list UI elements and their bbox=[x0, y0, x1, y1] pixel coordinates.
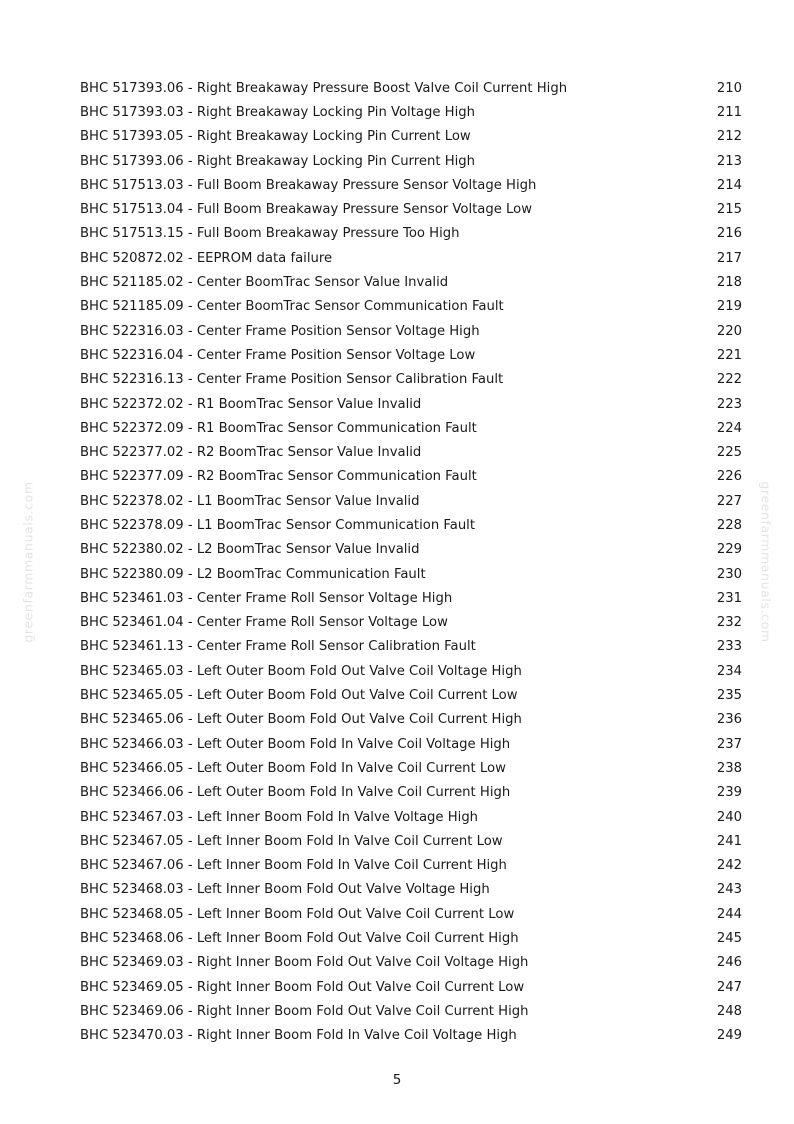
toc-entry-title: BHC 520872.02 - EEPROM data failure bbox=[80, 250, 333, 266]
toc-entry-page: 226 bbox=[716, 469, 742, 485]
toc-entry-title: BHC 523465.06 - Left Outer Boom Fold Out Valve Coil Current High bbox=[80, 712, 522, 728]
toc-entry-page: 223 bbox=[716, 396, 742, 412]
toc-entry-page: 213 bbox=[716, 153, 742, 169]
toc-entry[interactable] bbox=[80, 125, 742, 149]
toc-entry-title: BHC 523469.06 - Right Inner Boom Fold Out Valve Coil Current High bbox=[80, 1003, 529, 1019]
toc-entry[interactable] bbox=[80, 732, 742, 756]
toc-entry-page: 241 bbox=[716, 833, 742, 849]
toc-entry-page: 236 bbox=[716, 712, 742, 728]
toc-entry-title: BHC 522316.13 - Center Frame Position Sensor Calibration Fault bbox=[80, 372, 504, 388]
toc-entry[interactable] bbox=[80, 465, 742, 489]
toc-entry-page: 217 bbox=[716, 250, 742, 266]
toc-entry-page: 216 bbox=[716, 226, 742, 242]
toc-entry-title: BHC 522377.09 - R2 BoomTrac Sensor Communication Fault bbox=[80, 469, 477, 485]
toc-entry-page: 212 bbox=[716, 129, 742, 145]
toc-entry-title: BHC 523467.03 - Left Inner Boom Fold In Valve Voltage High bbox=[80, 809, 479, 825]
toc-entry-page: 215 bbox=[716, 202, 742, 218]
toc-entry-page: 248 bbox=[716, 1003, 742, 1019]
toc-entry[interactable] bbox=[80, 440, 742, 464]
toc-entry-page: 224 bbox=[716, 420, 742, 436]
toc-entry-title: BHC 523467.06 - Left Inner Boom Fold In Valve Coil Current High bbox=[80, 858, 507, 874]
toc-entry-title: BHC 523468.05 - Left Inner Boom Fold Out Valve Coil Current Low bbox=[80, 906, 515, 922]
toc-entry-title: BHC 523466.03 - Left Outer Boom Fold In Valve Coil Voltage High bbox=[80, 736, 511, 752]
toc-entry[interactable] bbox=[80, 368, 742, 392]
toc-entry-title: BHC 523468.06 - Left Inner Boom Fold Out Valve Coil Current High bbox=[80, 931, 519, 947]
toc-entry-page: 234 bbox=[716, 663, 742, 679]
toc-entry[interactable] bbox=[80, 295, 742, 319]
toc-entry[interactable] bbox=[80, 708, 742, 732]
toc-entry-title: BHC 522372.09 - R1 BoomTrac Sensor Communication Fault bbox=[80, 420, 477, 436]
toc-entry-page: 242 bbox=[716, 858, 742, 874]
toc-entry-title: BHC 523461.04 - Center Frame Roll Sensor Voltage Low bbox=[80, 615, 448, 631]
toc-entry[interactable] bbox=[80, 513, 742, 537]
toc-entry[interactable] bbox=[80, 902, 742, 926]
toc-entry[interactable] bbox=[80, 951, 742, 975]
toc-entry[interactable] bbox=[80, 781, 742, 805]
toc-entry-title: BHC 517393.06 - Right Breakaway Locking Pin Current High bbox=[80, 153, 476, 169]
toc-entry-title: BHC 523468.03 - Left Inner Boom Fold Out Valve Voltage High bbox=[80, 882, 490, 898]
toc-entry-title: BHC 523461.13 - Center Frame Roll Sensor Calibration Fault bbox=[80, 639, 476, 655]
toc-entry[interactable] bbox=[80, 829, 742, 853]
toc-entry[interactable] bbox=[80, 635, 742, 659]
toc-entry-title: BHC 523467.05 - Left Inner Boom Fold In Valve Coil Current Low bbox=[80, 833, 503, 849]
toc-entry[interactable] bbox=[80, 878, 742, 902]
toc-entry-title: BHC 523466.06 - Left Outer Boom Fold In Valve Coil Current High bbox=[80, 785, 511, 801]
toc-entry-page: 218 bbox=[716, 275, 742, 291]
toc-entry-page: 220 bbox=[716, 323, 742, 339]
toc-entry[interactable] bbox=[80, 343, 742, 367]
toc-entry[interactable] bbox=[80, 489, 742, 513]
toc-entry-page: 214 bbox=[716, 177, 742, 193]
toc-entry-page: 222 bbox=[716, 372, 742, 388]
toc-entry[interactable] bbox=[80, 319, 742, 343]
toc-entry[interactable] bbox=[80, 659, 742, 683]
toc-entry-title: BHC 523466.05 - Left Outer Boom Fold In Valve Coil Current Low bbox=[80, 760, 506, 776]
toc-entry[interactable] bbox=[80, 416, 742, 440]
toc-entry-page: 247 bbox=[716, 979, 742, 995]
toc-entry[interactable] bbox=[80, 270, 742, 294]
toc-entry-page: 244 bbox=[716, 906, 742, 922]
toc-entry-title: BHC 517393.06 - Right Breakaway Pressure Boost Valve Coil Current High bbox=[80, 80, 568, 96]
toc-entry-page: 238 bbox=[716, 760, 742, 776]
toc-entry-title: BHC 517393.05 - Right Breakaway Locking Pin Current Low bbox=[80, 129, 471, 145]
toc-entry-page: 243 bbox=[716, 882, 742, 898]
toc-entry-title: BHC 522372.02 - R1 BoomTrac Sensor Value Invalid bbox=[80, 396, 422, 412]
toc-entry[interactable] bbox=[80, 246, 742, 270]
toc-entry-title: BHC 522316.03 - Center Frame Position Sensor Voltage High bbox=[80, 323, 480, 339]
toc-entry-page: 249 bbox=[716, 1028, 742, 1044]
toc-entry[interactable] bbox=[80, 562, 742, 586]
toc-entry-page: 221 bbox=[716, 347, 742, 363]
toc-entry-title: BHC 522378.09 - L1 BoomTrac Sensor Communication Fault bbox=[80, 517, 476, 533]
toc-entry[interactable] bbox=[80, 854, 742, 878]
toc-entry[interactable] bbox=[80, 586, 742, 610]
watermark-right: greenfarmmanuals.com bbox=[758, 481, 774, 643]
toc-entry[interactable] bbox=[80, 149, 742, 173]
toc-entry-title: BHC 517513.03 - Full Boom Breakaway Pressure Sensor Voltage High bbox=[80, 177, 537, 193]
toc-entry[interactable] bbox=[80, 76, 742, 100]
toc-entry-title: BHC 523465.03 - Left Outer Boom Fold Out Valve Coil Voltage High bbox=[80, 663, 522, 679]
toc-entry-title: BHC 523461.03 - Center Frame Roll Sensor Voltage High bbox=[80, 590, 453, 606]
toc-entry-page: 245 bbox=[716, 931, 742, 947]
toc-entry-page: 210 bbox=[716, 80, 742, 96]
toc-entry[interactable] bbox=[80, 222, 742, 246]
toc-entry[interactable] bbox=[80, 197, 742, 221]
toc-entry-page: 230 bbox=[716, 566, 742, 582]
toc-entry-title: BHC 522316.04 - Center Frame Position Sensor Voltage Low bbox=[80, 347, 476, 363]
toc-entry-title: BHC 517513.04 - Full Boom Breakaway Pressure Sensor Voltage Low bbox=[80, 202, 533, 218]
toc-entry[interactable] bbox=[80, 100, 742, 124]
toc-entry-title: BHC 521185.02 - Center BoomTrac Sensor Value Invalid bbox=[80, 275, 449, 291]
toc-entry-title: BHC 523469.05 - Right Inner Boom Fold Out Valve Coil Current Low bbox=[80, 979, 525, 995]
toc-entry-title: BHC 522380.09 - L2 BoomTrac Communication Fault bbox=[80, 566, 426, 582]
toc-entry-title: BHC 523465.05 - Left Outer Boom Fold Out Valve Coil Current Low bbox=[80, 688, 518, 704]
watermark-left: greenfarmmanuals.com bbox=[20, 481, 36, 643]
page-number: 5 bbox=[392, 1072, 402, 1088]
toc-entry[interactable] bbox=[80, 1024, 742, 1048]
toc-entry-page: 232 bbox=[716, 615, 742, 631]
toc-entry-title: BHC 523469.03 - Right Inner Boom Fold Out Valve Coil Voltage High bbox=[80, 955, 529, 971]
toc-entry-page: 211 bbox=[716, 104, 742, 120]
toc-entry-page: 246 bbox=[716, 955, 742, 971]
toc-entry[interactable] bbox=[80, 683, 742, 707]
toc-entry[interactable] bbox=[80, 611, 742, 635]
toc-entry[interactable] bbox=[80, 392, 742, 416]
table-of-contents bbox=[80, 76, 742, 1048]
toc-entry-page: 227 bbox=[716, 493, 742, 509]
toc-entry[interactable] bbox=[80, 975, 742, 999]
toc-entry-page: 229 bbox=[716, 542, 742, 558]
toc-entry-page: 231 bbox=[716, 590, 742, 606]
toc-entry-title: BHC 523470.03 - Right Inner Boom Fold In Valve Coil Voltage High bbox=[80, 1028, 517, 1044]
toc-entry-page: 225 bbox=[716, 445, 742, 461]
toc-entry-title: BHC 521185.09 - Center BoomTrac Sensor Communication Fault bbox=[80, 299, 504, 315]
toc-entry[interactable] bbox=[80, 926, 742, 950]
toc-entry-title: BHC 522377.02 - R2 BoomTrac Sensor Value Invalid bbox=[80, 445, 422, 461]
toc-entry-title: BHC 517513.15 - Full Boom Breakaway Pressure Too High bbox=[80, 226, 460, 242]
toc-entry-page: 240 bbox=[716, 809, 742, 825]
toc-entry-page: 233 bbox=[716, 639, 742, 655]
toc-entry[interactable] bbox=[80, 999, 742, 1023]
toc-entry-page: 235 bbox=[716, 688, 742, 704]
toc-entry-page: 228 bbox=[716, 517, 742, 533]
toc-entry-title: BHC 522378.02 - L1 BoomTrac Sensor Value Invalid bbox=[80, 493, 420, 509]
toc-entry-page: 219 bbox=[716, 299, 742, 315]
toc-entry-title: BHC 522380.02 - L2 BoomTrac Sensor Value Invalid bbox=[80, 542, 420, 558]
toc-entry[interactable] bbox=[80, 805, 742, 829]
toc-entry-page: 239 bbox=[716, 785, 742, 801]
toc-entry-page: 237 bbox=[716, 736, 742, 752]
toc-entry[interactable] bbox=[80, 173, 742, 197]
toc-entry-title: BHC 517393.03 - Right Breakaway Locking Pin Voltage High bbox=[80, 104, 475, 120]
toc-entry[interactable] bbox=[80, 756, 742, 780]
toc-entry[interactable] bbox=[80, 538, 742, 562]
